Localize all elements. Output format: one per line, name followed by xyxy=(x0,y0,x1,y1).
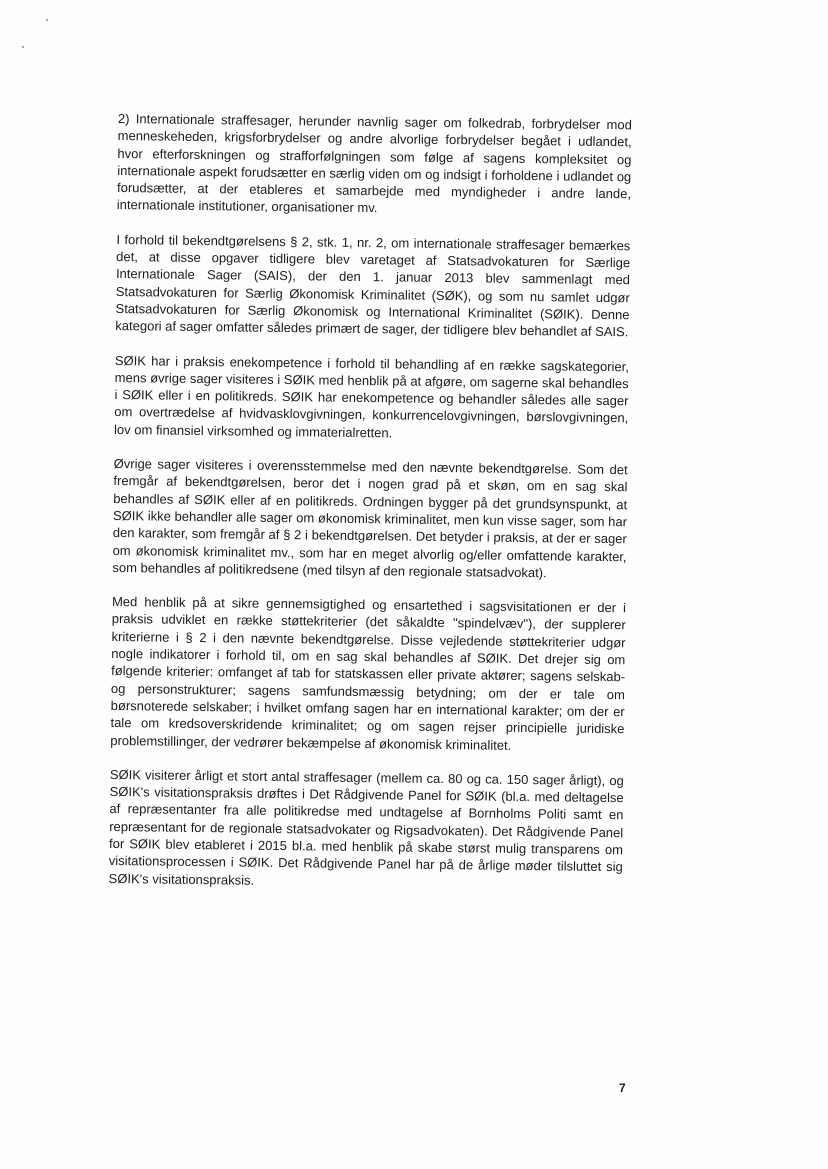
paragraph: SØIK har i praksis enekompetence i forhold til behandling af en række sagskategorier, mens øvrige sager visiteres i SØIK med henblik på at afgøre, om sagerne skal behandles i SØIK eller i en politikreds. SØIK har enekompetence og behandler således alle sager om overtrædelse af hvidvasklovgivningen, konkurrencelovgivningen, børslovgivningen, lov om finansiel virksomhed og immaterialretten. xyxy=(114,352,629,441)
paragraph: Med henblik på at sikre gennemsigtighed og ensartethed i sagsvisitationen er der i praksis udviklet en række støttekriterier (det såkaldte "spindelvæv"), der supplerer kriterierne i § 2 i den nævnte bekendtgørelse. Disse vejledende støttekriterier udgør nogle indikatorer i forhold til, om en sag skal behandles af SØIK. Det drejer sig om følgende kriterier: omfanget af tab for statskassen eller private aktører; sagens selskab- og personstrukturer; sagens samfundsmæssig betydning; om der er tale om børsnoterede selskaber; i hvilket omfang sagen har en international karakter; om der er tale om kredsoverskridende kriminalitet; og om sagen rejser principielle juridiske problemstillinger, der vedrører bekæmpelse af økonomisk kriminalitet. xyxy=(110,594,627,753)
scan-speck xyxy=(22,46,24,48)
page-number: 7 xyxy=(619,1081,626,1095)
body-text xyxy=(108,110,632,910)
paragraph: 2) Internationale straffesager, herunder navnlig sager om folkedrab, forbrydelser mod menneskeheden, krigsforbrydelser og andre alvorlige forbrydelser begået i udlandet, hvor efterforskningen og strafforfølgningen som følge af sagens kompleksitet og internationale aspekt forudsætter en særlig viden om og indsigt i forholdene i udlandet og forudsætter, at der etableres et samarbejde med myndigheder i andre lande, internationale institutioner, organisationer mv. xyxy=(116,110,632,216)
paragraph: I forhold til bekendtgørelsens § 2, stk. 1, nr. 2, om internationale straffesager bemærkes det, at disse opgaver tidligere blev varetaget af Statsadvokaturen for Særlige Internationale Sager (SAIS), der den 1. januar 2013 blev sammenlagt med Statsadvokaturen for Særlig Økonomisk Kriminalitet (SØK), og som nu samlet udgør Statsadvokaturen for Særlig Økonomisk og International Kriminalitet (SØIK). Denne kategori af sager omfatter således primært de sager, der tidligere blev behandlet af SAIS. xyxy=(115,231,631,340)
paragraph: SØIK visiterer årligt et stort antal straffesager (mellem ca. 80 og ca. 150 sager årligt), og SØIK's visitationspraksis drøftes i Det Rådgivende Panel for SØIK (bl.a. med deltagelse af repræsentanter fra alle politikredse med undtagelse af Bornholms Politi samt en repræsentant for de regionale statsadvokater og Rigsadvokaten). Det Rådgivende Panel for SØIK blev etableret i 2015 bl.a. med henblik på skabe størst mulig transparens om visitationsprocessen i SØIK. Det Rådgivende Panel har på de årlige møder tilsluttet sig SØIK's visitationspraksis. xyxy=(108,766,624,888)
scan-speck xyxy=(46,19,48,21)
paragraph: Øvrige sager visiteres i overensstemmelse med den nævnte bekendtgørelse. Som det fremgår af bekendtgørelsen, beror det i nogen grad på et skøn, om en sag skal behandles af SØIK eller af en politikreds. Ordningen bygger på det grundsynspunkt, at SØIK ikke behandler alle sager om økonomisk kriminalitet, men kun visse sager, som har den karakter, som fremgår af § 2 i bekendtgørelsen. Det betyder i praksis, at der er sager om økonomisk kriminalitet mv., som har en meget alvorlig og/eller omfattende karakter, som behandles af politikredsene (med tilsyn af den regionale statsadvokat). xyxy=(112,456,628,581)
